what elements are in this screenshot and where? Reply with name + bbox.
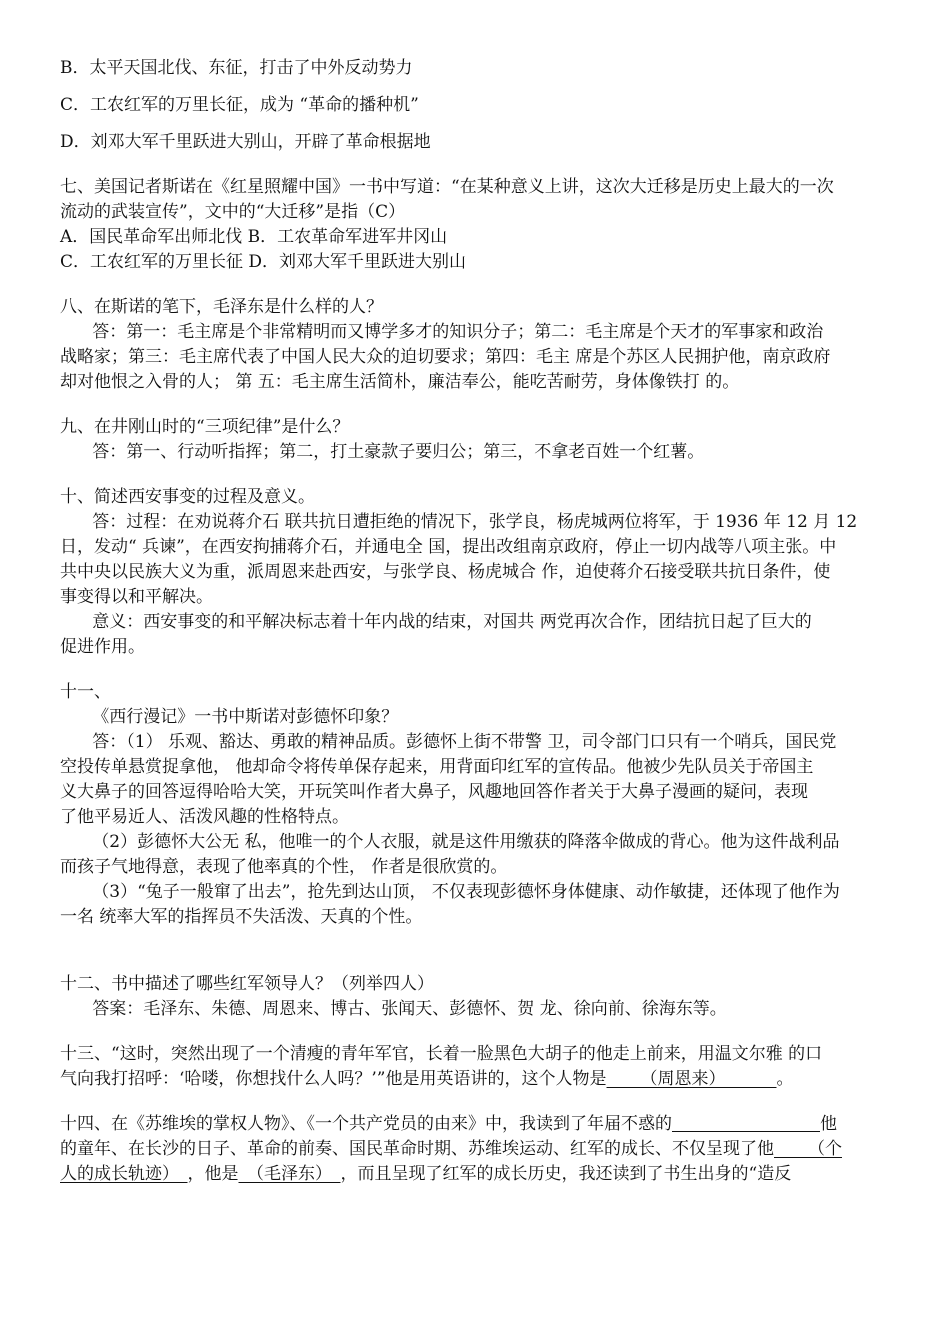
- q13-text: 气向我打招呼：‘哈喽，你想找什么人吗？’”他是用英语讲的，这个人物是: [60, 1069, 607, 1089]
- q14-answer: （毛泽东）: [247, 1164, 332, 1184]
- q13-answer-blank: [607, 1069, 777, 1089]
- q9-question: 九、在井刚山时的“三项纪律”是什么？: [60, 417, 350, 437]
- q11-answer: 空投传单悬赏捉拿他， 他却命令将传单保存起来，用背面印红军的宣传品。他被少先队员关于帝国主: [60, 757, 814, 777]
- q14-text: ，他是: [187, 1164, 239, 1184]
- q13-line: [60, 1067, 898, 1092]
- q8-answer: 战略家；第三：毛主席代表了中国人民大众的迫切要求；第四：毛主 席是个苏区人民拥护他，南京政府: [60, 347, 831, 367]
- q11-answer: 一名 统率大军的指挥员不失活泼、天真的个性。: [60, 907, 423, 927]
- q8-answer: 答：第一：毛主席是个非常精明而又博学多才的知识分子；第二：毛主席是个天才的军事家和政治: [92, 322, 824, 342]
- q10-significance: 意义：西安事变的和平解决标志着十年内战的结束，对国共 两党再次合作，团结抗日起了巨大的: [92, 612, 812, 632]
- q14-answer-blank: [774, 1139, 842, 1159]
- q14-text: ，而且呈现了红军的成长历史，我还读到了书生出身的“造反: [340, 1164, 792, 1184]
- q11-question: 《西行漫记》一书中斯诺对彭德怀印象？: [92, 707, 399, 727]
- q13-answer: （周恩来）: [640, 1069, 726, 1089]
- q11-answer: （2）彭德怀大公无 私，他唯一的个人衣服，就是这件用缴获的降落伞做成的背心。他为这件战利品: [92, 832, 840, 852]
- question-11: [60, 680, 898, 930]
- q13-line: 十三、“这时，突然出现了一个清瘦的青年军官，长着一脸黑色大胡子的他走上前来，用温文尔雅 的口: [60, 1044, 823, 1064]
- q14-answer-blank: [60, 1164, 188, 1184]
- q11-answer: 而孩子气地得意，表现了他率真的个性， 作者是很欣赏的。: [60, 857, 508, 877]
- option-b: B．太平天国北伐、东征，打击了中外反动势力: [60, 58, 413, 78]
- q14-answer-blank: [239, 1164, 341, 1184]
- q11-answer: （3）“兔子一般窜了出去”，抢先到达山顶， 不仅表现彭德怀身体健康、动作敏捷，还体现了他作为: [92, 882, 840, 902]
- q9-answer: 答：第一、行动听指挥；第二，打土豪款子要归公；第三，不拿老百姓一个红薯。: [92, 442, 705, 462]
- q10-answer: 日，发动“ 兵谏”，在西安拘捕蒋介石，并通电全 国，提出改组南京政府，停止一切内战等八项主张。中: [60, 537, 837, 557]
- option-d: D．刘邓大军千里跃进大别山，开辟了革命根据地: [60, 132, 431, 152]
- q7-option: C．工农红军的万里长征 D．刘邓大军千里跃进大别山: [60, 252, 467, 272]
- question-8: [60, 295, 898, 395]
- q14-line: [60, 1162, 898, 1187]
- q8-answer: 却对他恨之入骨的人； 第 五：毛主席生活简朴，廉洁奉公，能吃苦耐劳，身体像铁打 的。: [60, 372, 740, 392]
- q11-answer: 义大鼻子的回答逗得哈哈大笑，开玩笑叫作者大鼻子，风趣地回答作者关于大鼻子漫画的疑问，表现: [60, 782, 808, 802]
- question-13: [60, 1042, 898, 1092]
- q14-answer: 人的成长轨迹）: [60, 1164, 179, 1184]
- q12-answer: 答案：毛泽东、朱德、周恩来、博古、张闻天、彭德怀、贺 龙、徐向前、徐海东等。: [92, 999, 727, 1019]
- q7-line: 七、美国记者斯诺在《红星照耀中国》一书中写道：“在某种意义上讲，这次大迁移是历史上最大的一次: [60, 177, 834, 197]
- q10-answer: 事变得以和平解决。: [60, 587, 213, 607]
- q10-answer: 答：过程：在劝说蒋介石 联共抗日遭拒绝的情况下，张学良，杨虎城两位将军，于 1936 年 12 月 12: [92, 512, 858, 532]
- q14-line: [60, 1137, 898, 1162]
- question-14: [60, 1112, 898, 1187]
- q10-question: 十、简述西安事变的过程及意义。: [60, 487, 315, 507]
- q13-text: 。: [776, 1069, 794, 1089]
- q11-answer: 答：（1） 乐观、豁达、勇敢的精神品质。彭德怀上街不带警 卫，司令部门口只有一个哨兵，国民党: [92, 732, 837, 752]
- document-page: [60, 56, 898, 1187]
- option-c: C．工农红军的万里长征，成为 “革命的播种机”: [60, 95, 419, 115]
- q14-text: 的童年、在长沙的日子、革命的前奏、国民革命时期、苏维埃运动、红军的成长、不仅呈现了他: [60, 1139, 774, 1159]
- question-12: [60, 972, 898, 1022]
- q14-text: 十四、在《苏维埃的掌权人物》、《一个共产党员的由来》中，我读到了年届不惑的: [60, 1114, 672, 1134]
- q10-answer: 共中央以民族大义为重，派周恩来赴西安，与张学良、杨虎城合 作，迫使蒋介石接受联共抗日条件，使: [60, 562, 831, 582]
- question-7: [60, 175, 898, 275]
- q14-empty-blank: [672, 1112, 820, 1132]
- q7-line: 流动的武装宣传”，文中的“大迁移”是指（C）: [60, 202, 406, 222]
- q10-significance: 促进作用。: [60, 637, 145, 657]
- q14-line: [60, 1112, 898, 1137]
- q8-question: 八、在斯诺的笔下，毛泽东是什么样的人？: [60, 297, 383, 317]
- question-9: [60, 415, 898, 465]
- q7-option: A．国民革命军出师北伐 B．工农革命军进军井冈山: [60, 227, 448, 247]
- q14-answer: （个: [808, 1139, 842, 1159]
- q11-answer: 了他平易近人、活泼风趣的性格特点。: [60, 807, 349, 827]
- question-10: [60, 485, 898, 660]
- q12-question: 十二、书中描述了哪些红军领导人？（列举四人）: [60, 974, 434, 994]
- q11-number: 十一、: [60, 682, 111, 702]
- q14-text: 他: [820, 1114, 837, 1134]
